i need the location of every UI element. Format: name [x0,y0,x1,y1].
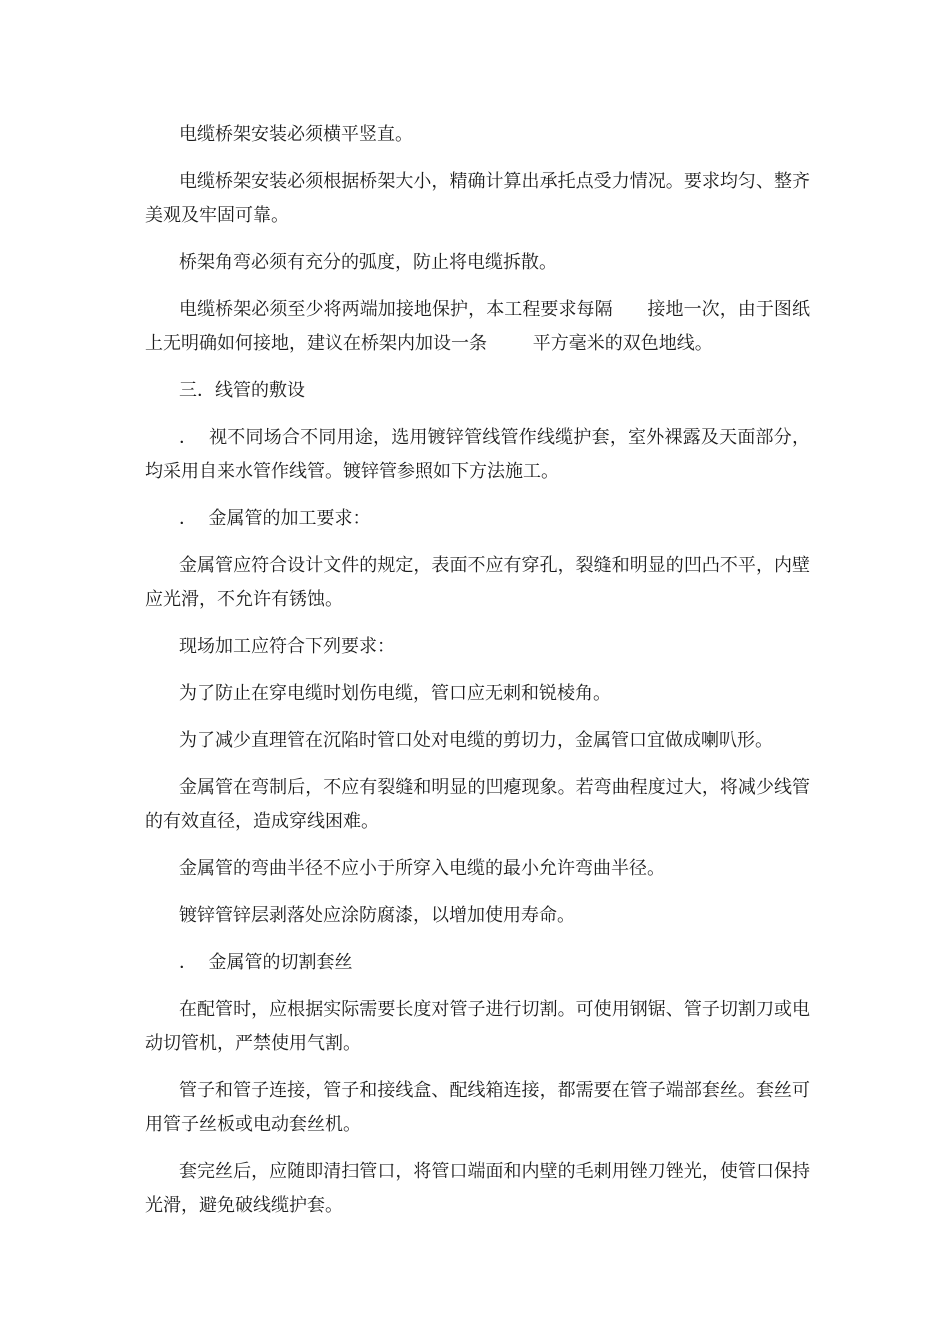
paragraph: 套完丝后，应随即清扫管口，将管口端面和内壁的毛刺用锉刀锉光，使管口保持光滑，避免破线缆护套。 [145,1161,810,1216]
paragraph: 为了减少直理管在沉陷时管口处对电缆的剪切力，金属管口宜做成喇叭形。 [179,730,773,751]
paragraph: 金属管的弯曲半径不应小于所穿入电缆的最小允许弯曲半径。 [179,858,665,879]
paragraph: 电缆桥架安装必须横平竖直。 [179,124,413,145]
paragraph: 为了防止在穿电缆时划伤电缆，管口应无刺和锐棱角。 [179,683,611,704]
document-body [145,118,810,1236]
paragraph: 金属管应符合设计文件的规定，表面不应有穿孔，裂缝和明显的凹凸不平，内壁应光滑，不允许有锈蚀。 [145,555,810,610]
paragraph: 电缆桥架必须至少将两端加接地保护，本工程要求每隔 接地一次，由于图纸上无明确如何接地，建议在桥架内加设一条 平方毫米的双色地线。 [145,299,810,354]
paragraph: 金属管在弯制后，不应有裂缝和明显的凹瘪现象。若弯曲程度过大，将减少线管的有效直径，造成穿线困难。 [145,777,810,832]
paragraph: 在配管时，应根据实际需要长度对管子进行切割。可使用钢锯、管子切割刀或电动切管机，严禁使用气割。 [145,999,810,1054]
subsection-heading: ． 金属管的加工要求： [179,508,371,529]
paragraph: ． 视不同场合不同用途，选用镀锌管线管作线缆护套，室外裸露及天面部分，均采用自来水管作线管。镀锌管参照如下方法施工。 [145,427,810,482]
section-heading: 三．线管的敷设 [179,380,305,401]
paragraph: 桥架角弯必须有充分的弧度，防止将电缆拆散。 [179,252,557,273]
paragraph: 管子和管子连接，管子和接线盒、配线箱连接，都需要在管子端部套丝。套丝可用管子丝板或电动套丝机。 [145,1080,810,1135]
paragraph: 电缆桥架安装必须根据桥架大小，精确计算出承托点受力情况。要求均匀、整齐美观及牢固可靠。 [145,171,810,226]
subsection-heading: ． 金属管的切割套丝 [179,952,353,973]
paragraph: 现场加工应符合下列要求： [179,636,395,657]
paragraph: 镀锌管锌层剥落处应涂防腐漆，以增加使用寿命。 [179,905,575,926]
